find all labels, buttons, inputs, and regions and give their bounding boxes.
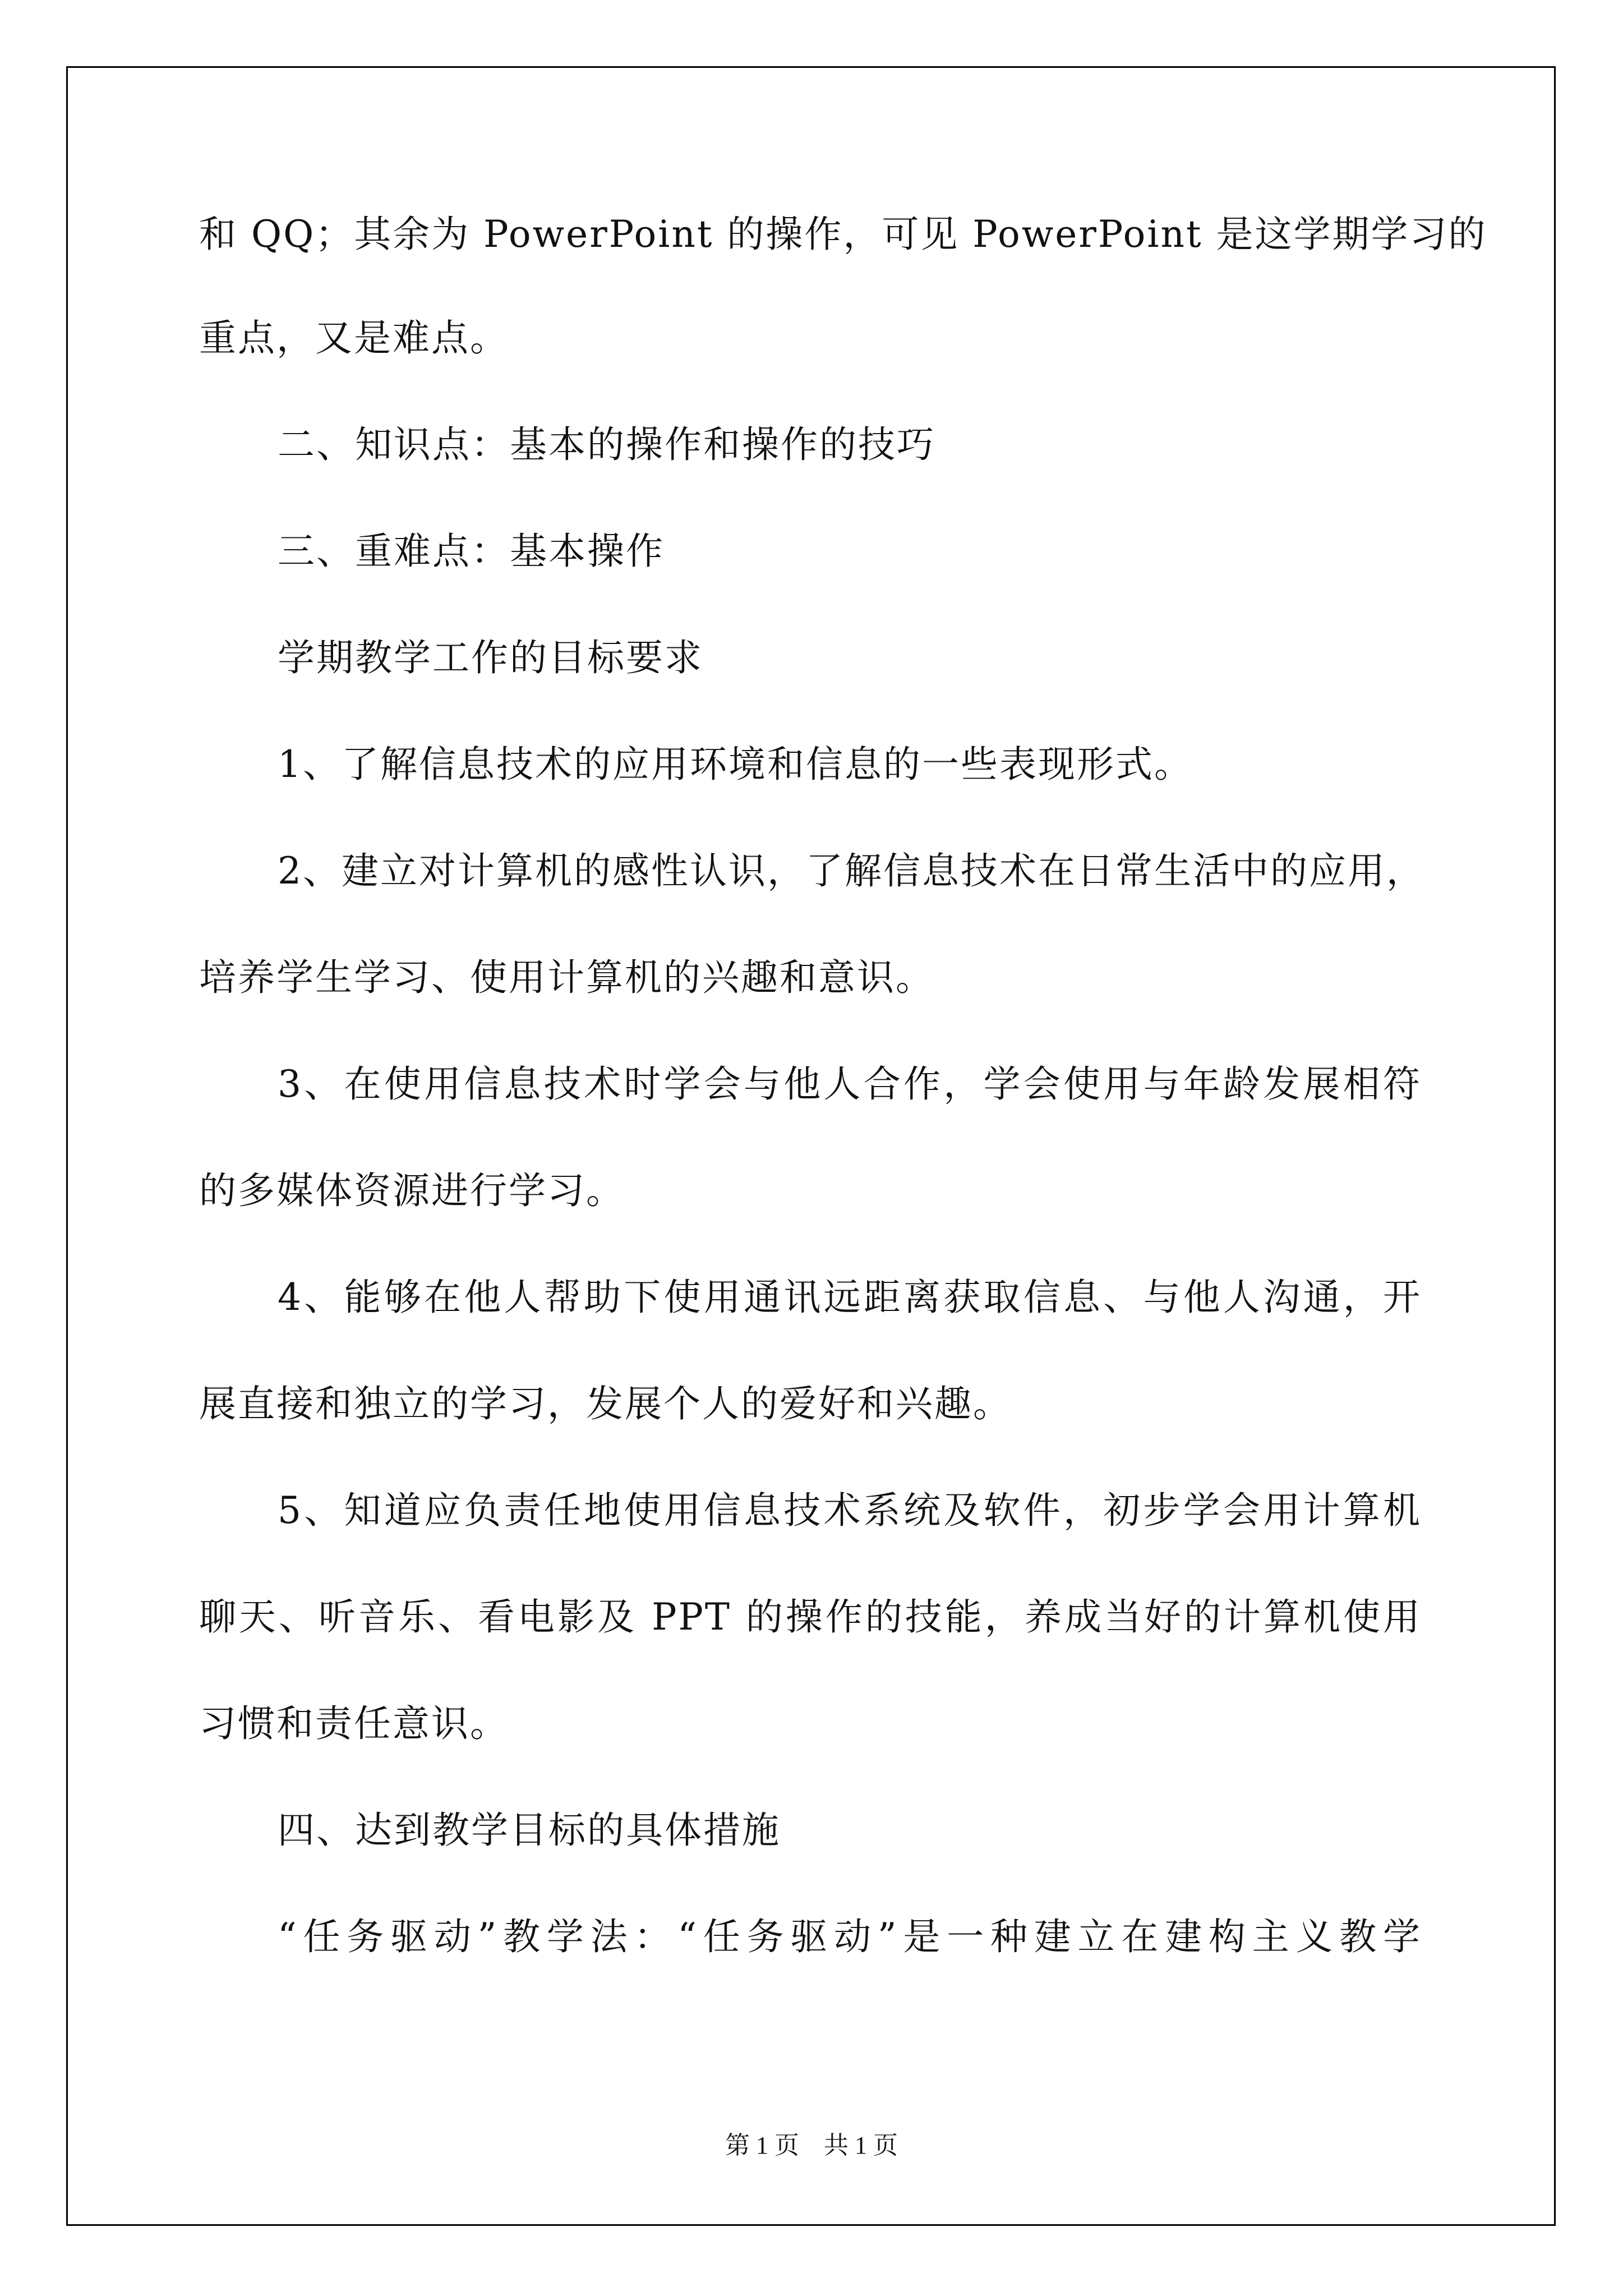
- section-heading: 四、达到教学目标的具体措施: [278, 1809, 781, 1852]
- text-line: 培养学生学习、使用计算机的兴趣和意识。: [199, 956, 934, 999]
- text-line: 重点，又是难点。: [199, 316, 509, 360]
- text-line: 聊天、听音乐、看电影及 PPT 的操作的技能，养成当好的计算机使用: [199, 1595, 1422, 1639]
- text-line: 的多媒体资源进行学习。: [199, 1169, 625, 1212]
- list-item: 1、了解信息技术的应用环境和信息的一些表现形式。: [278, 743, 1193, 786]
- section-heading: 学期教学工作的目标要求: [278, 636, 703, 679]
- list-item: 5、知道应负责任地使用信息技术系统及软件，初步学会用计算机: [278, 1489, 1422, 1532]
- list-item: 2、建立对计算机的感性认识，了解信息技术在日常生活中的应用，: [278, 849, 1425, 892]
- text-line: 和 QQ；其余为 PowerPoint 的操作，可见 PowerPoint 是这学期学习的: [199, 213, 1487, 256]
- text-line: 习惯和责任意识。: [199, 1702, 509, 1745]
- section-heading: 三、重难点：基本操作: [278, 530, 665, 573]
- page-border: [66, 66, 1556, 2226]
- list-item: 3、在使用信息技术时学会与他人合作，学会使用与年龄发展相符: [278, 1062, 1422, 1106]
- page-footer: 第 1 页 共 1 页: [725, 2132, 898, 2159]
- text-line: 展直接和独立的学习，发展个人的爱好和兴趣。: [199, 1382, 1012, 1425]
- section-heading: 二、知识点：基本的操作和操作的技巧: [278, 423, 935, 466]
- list-item: 4、能够在他人帮助下使用通讯远距离获取信息、与他人沟通，开: [278, 1276, 1422, 1319]
- text-line: “任务驱动”教学法：“任务驱动”是一种建立在建构主义教学: [278, 1915, 1422, 1958]
